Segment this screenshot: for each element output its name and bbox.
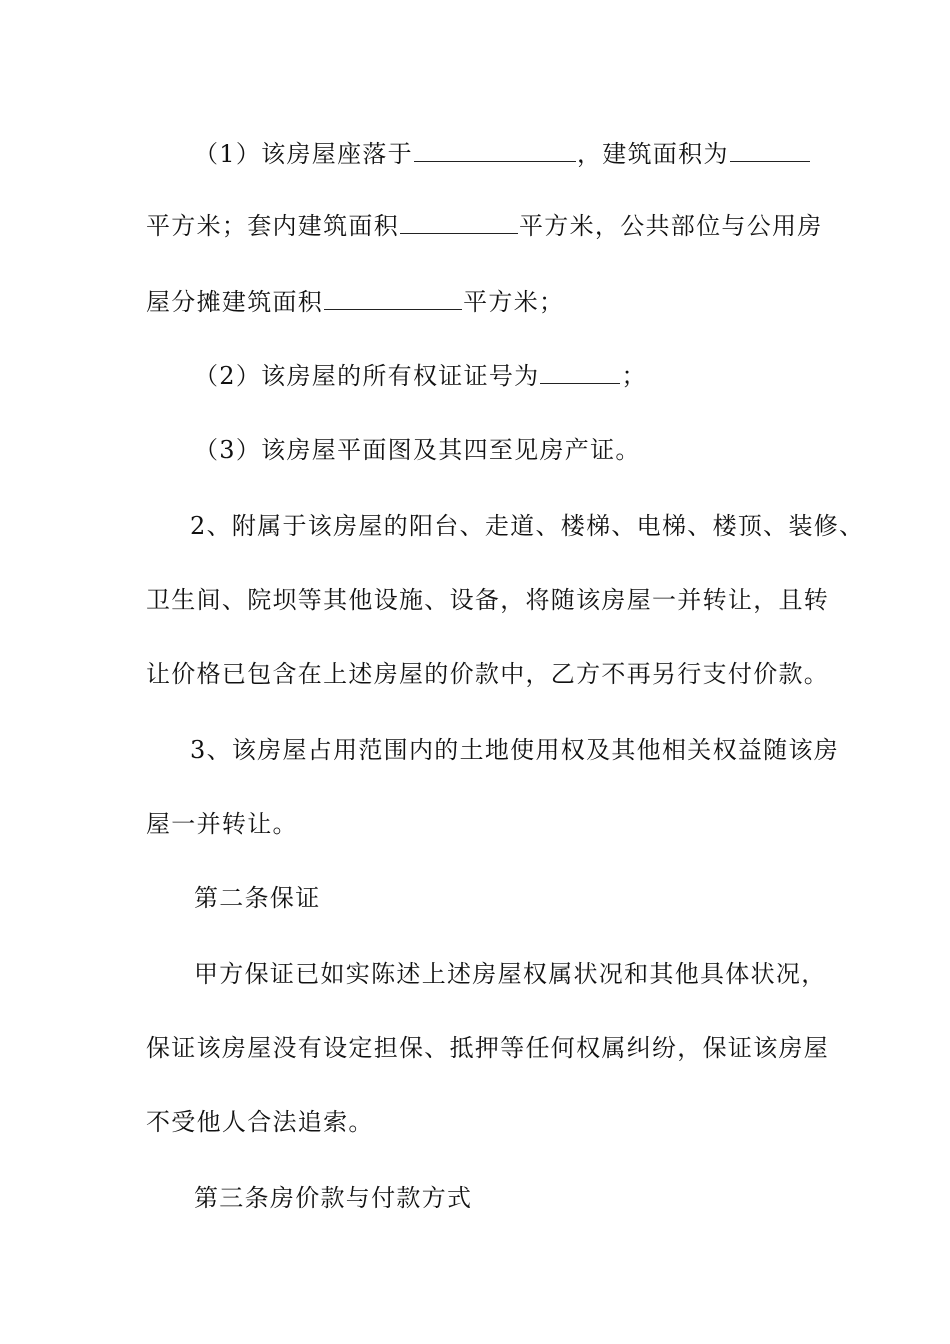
article3-title: 第三条房价款与付款方式 [194, 1184, 473, 1212]
item1-line3 [146, 286, 564, 318]
clause3-line2: 屋一并转让。 [146, 810, 298, 838]
clause3-line1: 3、该房屋占用范围内的土地使用权及其他相关权益随该房 [190, 736, 840, 764]
clause2-line2: 卫生间、院坝等其他设施、设备，将随该房屋一并转让，且转 [146, 586, 830, 614]
item2-suffix: ； [621, 362, 647, 390]
item2-line [194, 360, 647, 392]
item1-line2-b: 平方米，公共部位与公用房 [519, 212, 823, 240]
clause2-line1: 2、附属于该房屋的阳台、走道、楼梯、电梯、楼顶、装修、 [190, 512, 865, 540]
article2-body-line3: 不受他人合法追索。 [146, 1108, 374, 1136]
article2-title: 第二条保证 [194, 884, 321, 912]
certificate-number-blank [540, 361, 620, 384]
inner-area-blank [400, 211, 518, 234]
item1-line2 [146, 210, 823, 242]
item1-line1 [194, 138, 811, 170]
item1-line3-a: 屋分摊建筑面积 [146, 288, 324, 316]
article2-body-line1: 甲方保证已如实陈述上述房屋权属状况和其他具体状况， [194, 960, 827, 988]
item1-prefix: （1）该房屋座落于 [194, 140, 413, 168]
clause2-line3: 让价格已包含在上述房屋的价款中，乙方不再另行支付价款。 [146, 660, 830, 688]
shared-area-blank [324, 287, 462, 310]
item2-prefix: （2）该房屋的所有权证证号为 [194, 362, 540, 390]
location-blank [414, 139, 576, 162]
item1-line3-b: 平方米； [463, 288, 565, 316]
item3-line: （3）该房屋平面图及其四至见房产证。 [194, 436, 641, 464]
article2-body-line2: 保证该房屋没有设定担保、抵押等任何权属纠纷，保证该房屋 [146, 1034, 830, 1062]
area-blank [730, 139, 810, 162]
item1-line2-a: 平方米；套内建筑面积 [146, 212, 399, 240]
item1-mid: ，建筑面积为 [576, 140, 729, 168]
